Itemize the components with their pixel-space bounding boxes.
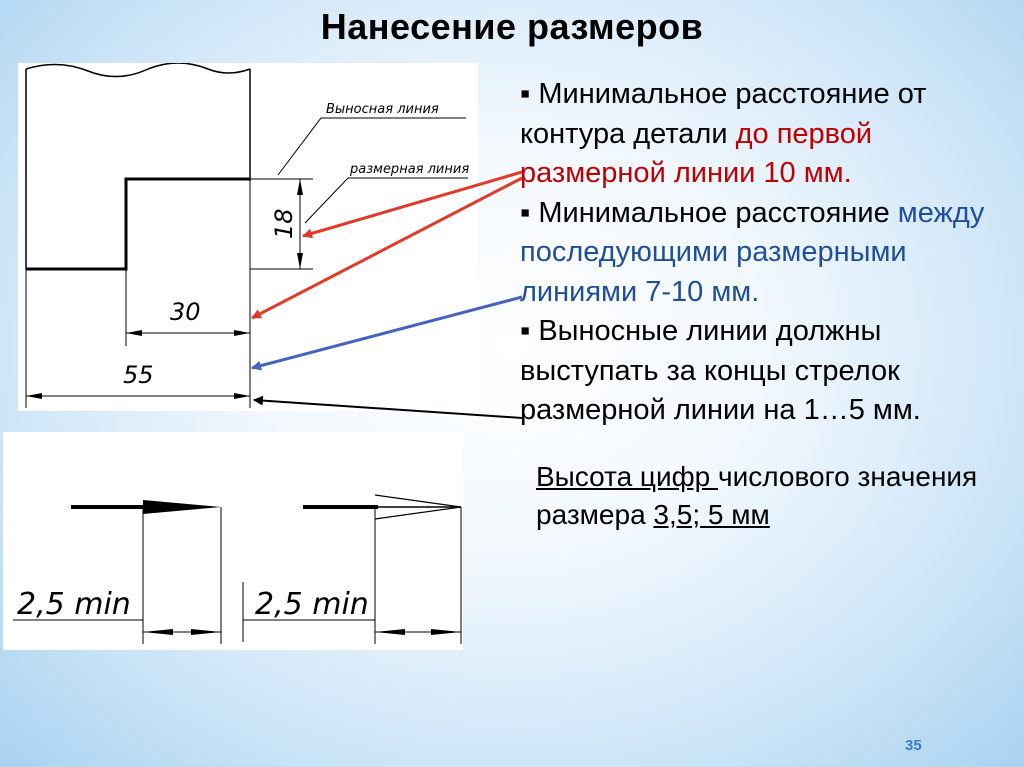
blue-pointer-arrow [252,297,522,368]
min-label-right: 2,5 min [255,587,369,622]
dim-value-55: 55 [123,361,154,389]
page-number: 35 [905,737,922,754]
dim-value-18: 18 [270,208,298,239]
bullet-item-1: ▪ Минимальное расстояние от контура детали до первой размерной линии 10 мм. [520,78,927,189]
page-title: Нанесение размеров [320,6,704,47]
red-pointer-arrow-1 [303,172,522,236]
min-label-left: 2,5 min [17,587,131,622]
dimension-line-label: размерная линия [350,162,470,177]
bullet-item-2: ▪ Минимальное расстояние между последующими размерными линиями 7-10 мм. [520,196,985,308]
dim-value-30: 30 [170,298,201,326]
digit-height-note: Высота цифр числового значения размера 3,5; 5 мм [536,461,978,530]
extension-line-label: Выносная линия [326,102,439,117]
black-pointer-arrow [254,400,522,418]
bullet-item-3: ▪ Выносные линии должны выступать за концы стрелок размерной линии на 1…5 мм. [520,315,921,426]
red-pointer-arrow-2 [252,178,522,318]
